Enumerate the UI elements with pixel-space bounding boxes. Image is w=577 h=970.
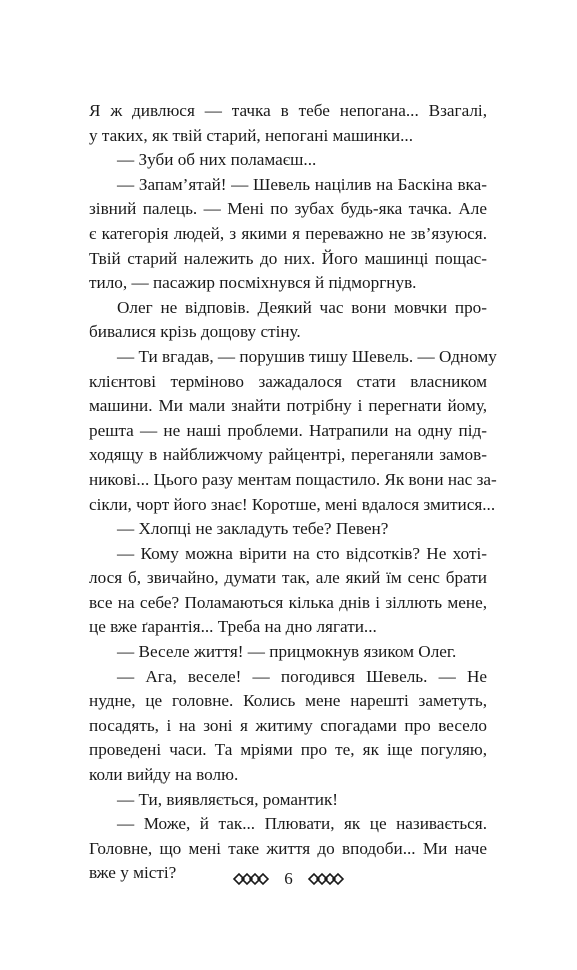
- text-line: никові... Цього разу ментам пощастило. Як вони нас за-: [89, 469, 497, 489]
- text-line: ходящу в найближчому райцентрі, переганяли замов-: [89, 445, 487, 465]
- text-line: — Веселе життя! — прицмокнув язиком Олег.: [117, 642, 457, 662]
- text-line: — Запам’ятай! — Шевель націлив на Баскіна вка-: [117, 174, 487, 194]
- text-line: зівний палець. — Мені по зубах будь-яка тачка. Але: [89, 199, 487, 219]
- text-line: посадять, і на зоні я житиму спогадами про весело: [89, 715, 487, 735]
- ornament-knot-icon: [232, 872, 270, 886]
- text-line: — Ага, веселе! — погодився Шевель. — Не: [117, 666, 487, 686]
- page-footer: [0, 866, 577, 892]
- text-line: — Кому можна вірити на сто відсотків? Не хоті-: [117, 543, 487, 563]
- text-line: Головне, що мені таке життя до вподоби... Ми наче: [89, 838, 487, 858]
- text-line: Олег не відповів. Деякий час вони мовчки про-: [117, 297, 487, 317]
- text-line: — Може, й так... Плювати, як це називається.: [117, 814, 487, 834]
- text-line: у таких, як твій старий, непогані машинки...: [89, 125, 414, 145]
- text-line: сікли, чорт його знає! Коротше, мені вдалося змитися...: [89, 494, 496, 514]
- page-text: [89, 99, 497, 886]
- text-line: бивалися крізь дощову стіну.: [89, 322, 301, 342]
- ornament-knot-icon: [307, 872, 345, 886]
- text-line: — Ти, виявляється, романтик!: [117, 789, 339, 809]
- text-line: Я ж дивлюся — тачка в тебе непогана... Взагалі,: [89, 101, 487, 120]
- text-line: решта — не наші проблеми. Натрапили на одну під-: [89, 420, 487, 440]
- text-line: нудне, це головне. Колись мене нарешті заметуть,: [89, 691, 487, 711]
- text-line: все на себе? Поламаються кілька днів і зіллють мене,: [89, 592, 487, 612]
- page-number: 6: [284, 869, 293, 888]
- text-line: коли вийду на волю.: [89, 765, 239, 785]
- text-line: лося б, звичайно, думати так, але який їм сенс брати: [89, 568, 487, 588]
- text-line: є категорія людей, з якими я переважно не зв’язуюся.: [89, 223, 487, 243]
- text-line: — Ти вгадав, — порушив тишу Шевель. — Одному: [117, 346, 497, 366]
- text-line: проведені часи. Та мріями про те, як іще погуляю,: [89, 740, 487, 760]
- text-line: — Хлопці не закладуть тебе? Певен?: [117, 519, 389, 539]
- text-line: Твій старий належить до них. Його машинці пощас-: [89, 248, 487, 268]
- text-line: це вже ґарантія... Треба на дно лягати...: [89, 617, 377, 637]
- text-line: машини. Ми мали знайти потрібну і перегнати йому,: [89, 396, 487, 416]
- text-line: вже у місті?: [89, 863, 177, 883]
- text-line: тило, — пасажир посміхнувся й підморгнув.: [89, 273, 417, 293]
- text-line: — Зуби об них поламаєш...: [117, 150, 317, 170]
- text-line: клієнтові терміново зажадалося стати власником: [89, 371, 487, 391]
